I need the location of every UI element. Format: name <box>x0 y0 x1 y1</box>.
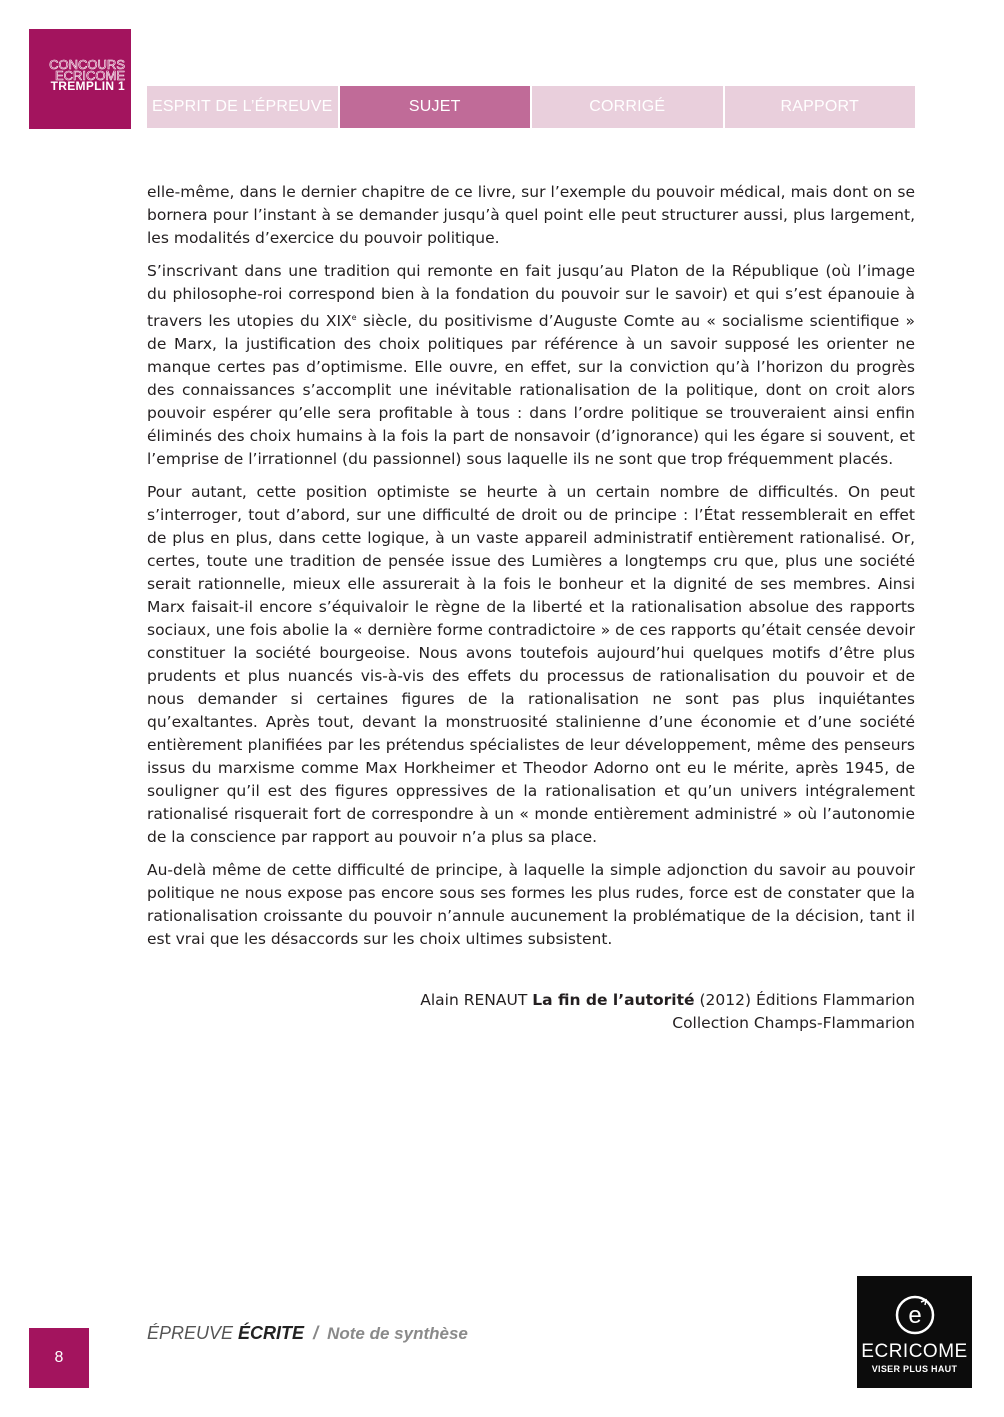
paragraph-2-start: S’inscrivant dans une tradition qui remonte en fait jusqu’au Platon de la République (où l’image du philosophe-roi correspond bien à la fondation du pouvoir sur le savoir) et qui s’est épanouie à travers les utopies du XIX <box>147 262 915 331</box>
citation-details: (2012) Éditions Flammarion <box>699 991 915 1009</box>
footer-exam-label <box>147 1323 468 1344</box>
citation-author: Alain RENAUT <box>420 991 528 1009</box>
footer-ecrite: ÉCRITE <box>238 1323 305 1343</box>
source-citation <box>420 989 915 1035</box>
footer-separator: / <box>313 1323 319 1343</box>
tab-rapport[interactable]: RAPPORT <box>725 86 916 128</box>
page-number: 8 <box>29 1328 89 1388</box>
logo-line-ecricome: ECRICOME <box>54 68 125 83</box>
ecricome-brand-logo <box>857 1276 972 1388</box>
superscript-e: e <box>351 313 357 322</box>
logo-line-tremplin: TREMPLIN 1 <box>50 79 125 93</box>
tab-sujet[interactable]: SUJET <box>340 86 531 128</box>
citation-title: La fin de l’autorité <box>532 991 695 1009</box>
document-body <box>147 181 915 961</box>
paragraph-2 <box>147 260 915 471</box>
section-tabs <box>147 86 915 128</box>
ecricome-e-icon <box>894 1294 936 1336</box>
brand-name: ECRICOME <box>861 1341 968 1362</box>
tab-esprit-epreuve[interactable]: ESPRIT DE L’ÉPREUVE <box>147 86 338 128</box>
paragraph-1: elle-même, dans le dernier chapitre de ce livre, sur l’exemple du pouvoir médical, mais dont on se bornera pour l’instant à se demander jusqu’à quel point elle peut structurer aussi, plus largement, les modalités d’exercice du pouvoir politique. <box>147 183 915 247</box>
paragraph-4: Au-delà même de cette difficulté de principe, à laquelle la simple adjonction du savoir au pouvoir politique ne nous expose pas encore sous ses formes les plus rudes, force est de constater que la rationalisation croissante du pouvoir n’annule aucunement la problématique de la décision, tant il est vrai que les désaccords sur les choix ultimes subsistent. <box>147 861 915 949</box>
paragraph-2-end: siècle, du positivisme d’Auguste Comte au « socialisme scientifique » de Marx, la justification des choix politiques par référence à un savoir supposé les orienter ne manque certes pas d’optimisme. Elle ouvre, en effet, sur la conviction qu’à l’horizon du progrès des connaissances s’accomplit une inévitable rationalisation de la politique, dont on croit alors pouvoir espérer qu’elle sera profitable à tous : dans l’ordre politique se trouveraient ainsi enfin éliminés des choix humains à la fois la part de nonsavoir (d’ignorance) qui les égare si souvent, et l’emprise de l’irrationnel (du passionnel) sous laquelle ils ne sont que trop fréquemment placés. <box>147 312 915 469</box>
brand-tagline: VISER PLUS HAUT <box>871 1364 958 1374</box>
logo-line-concours: CONCOURS <box>49 57 125 72</box>
tab-corrige[interactable]: CORRIGÉ <box>532 86 723 128</box>
citation-collection: Collection Champs-Flammarion <box>672 1014 915 1032</box>
paragraph-3: Pour autant, cette position optimiste se heurte à un certain nombre de difficultés. On peut s’interroger, tout d’abord, sur une difficulté de droit ou de principe : l’État ressemblerait en effet de plus en plus, dans cette logique, à un vaste appareil administratif entièrement rationalisé. Or, certes, toute une tradition de pensée issue des Lumières a longtemps cru que, plus une société serait rationnelle, mieux elle assurerait à la fois le bonheur et la dignité de ses membres. Ainsi Marx faisait-il encore s’équivaloir le règne de la liberté et la rationalisation absolue des rapports sociaux, une fois abolie la « dernière forme contradictoire » de ces rapports qu’était censée devoir constituer la société bourgeoise. Nous avons toutefois aujourd’hui quelques motifs d’être plus prudents et plus nuancés vis-à-vis des effets du processus de rationalisation du pouvoir et de nous demander si certaines figures de la rationalisation ne sont pas plus inquiétantes qu’exaltantes. Après tout, devant la monstruosité stalinienne d’une économie et d’une société entièrement planifiées par les prétendus spécialistes de leur développement, même des penseurs issus du marxisme comme Max Horkheimer et Theodor Adorno ont eu le mérite, après 1945, de souligner qu’il est des figures oppressives de la rationalisation et qu’un univers intégralement rationalisé risquerait fort de correspondre à un « monde entièrement administré » où l’autonomie de la conscience par rapport au pouvoir n’a plus sa place. <box>147 483 915 847</box>
svg-text:e: e <box>907 1302 922 1329</box>
citation-line-1 <box>420 989 915 1012</box>
footer-subject: Note de synthèse <box>327 1324 468 1343</box>
footer-epreuve: ÉPREUVE <box>147 1323 234 1343</box>
concours-logo <box>29 29 131 129</box>
